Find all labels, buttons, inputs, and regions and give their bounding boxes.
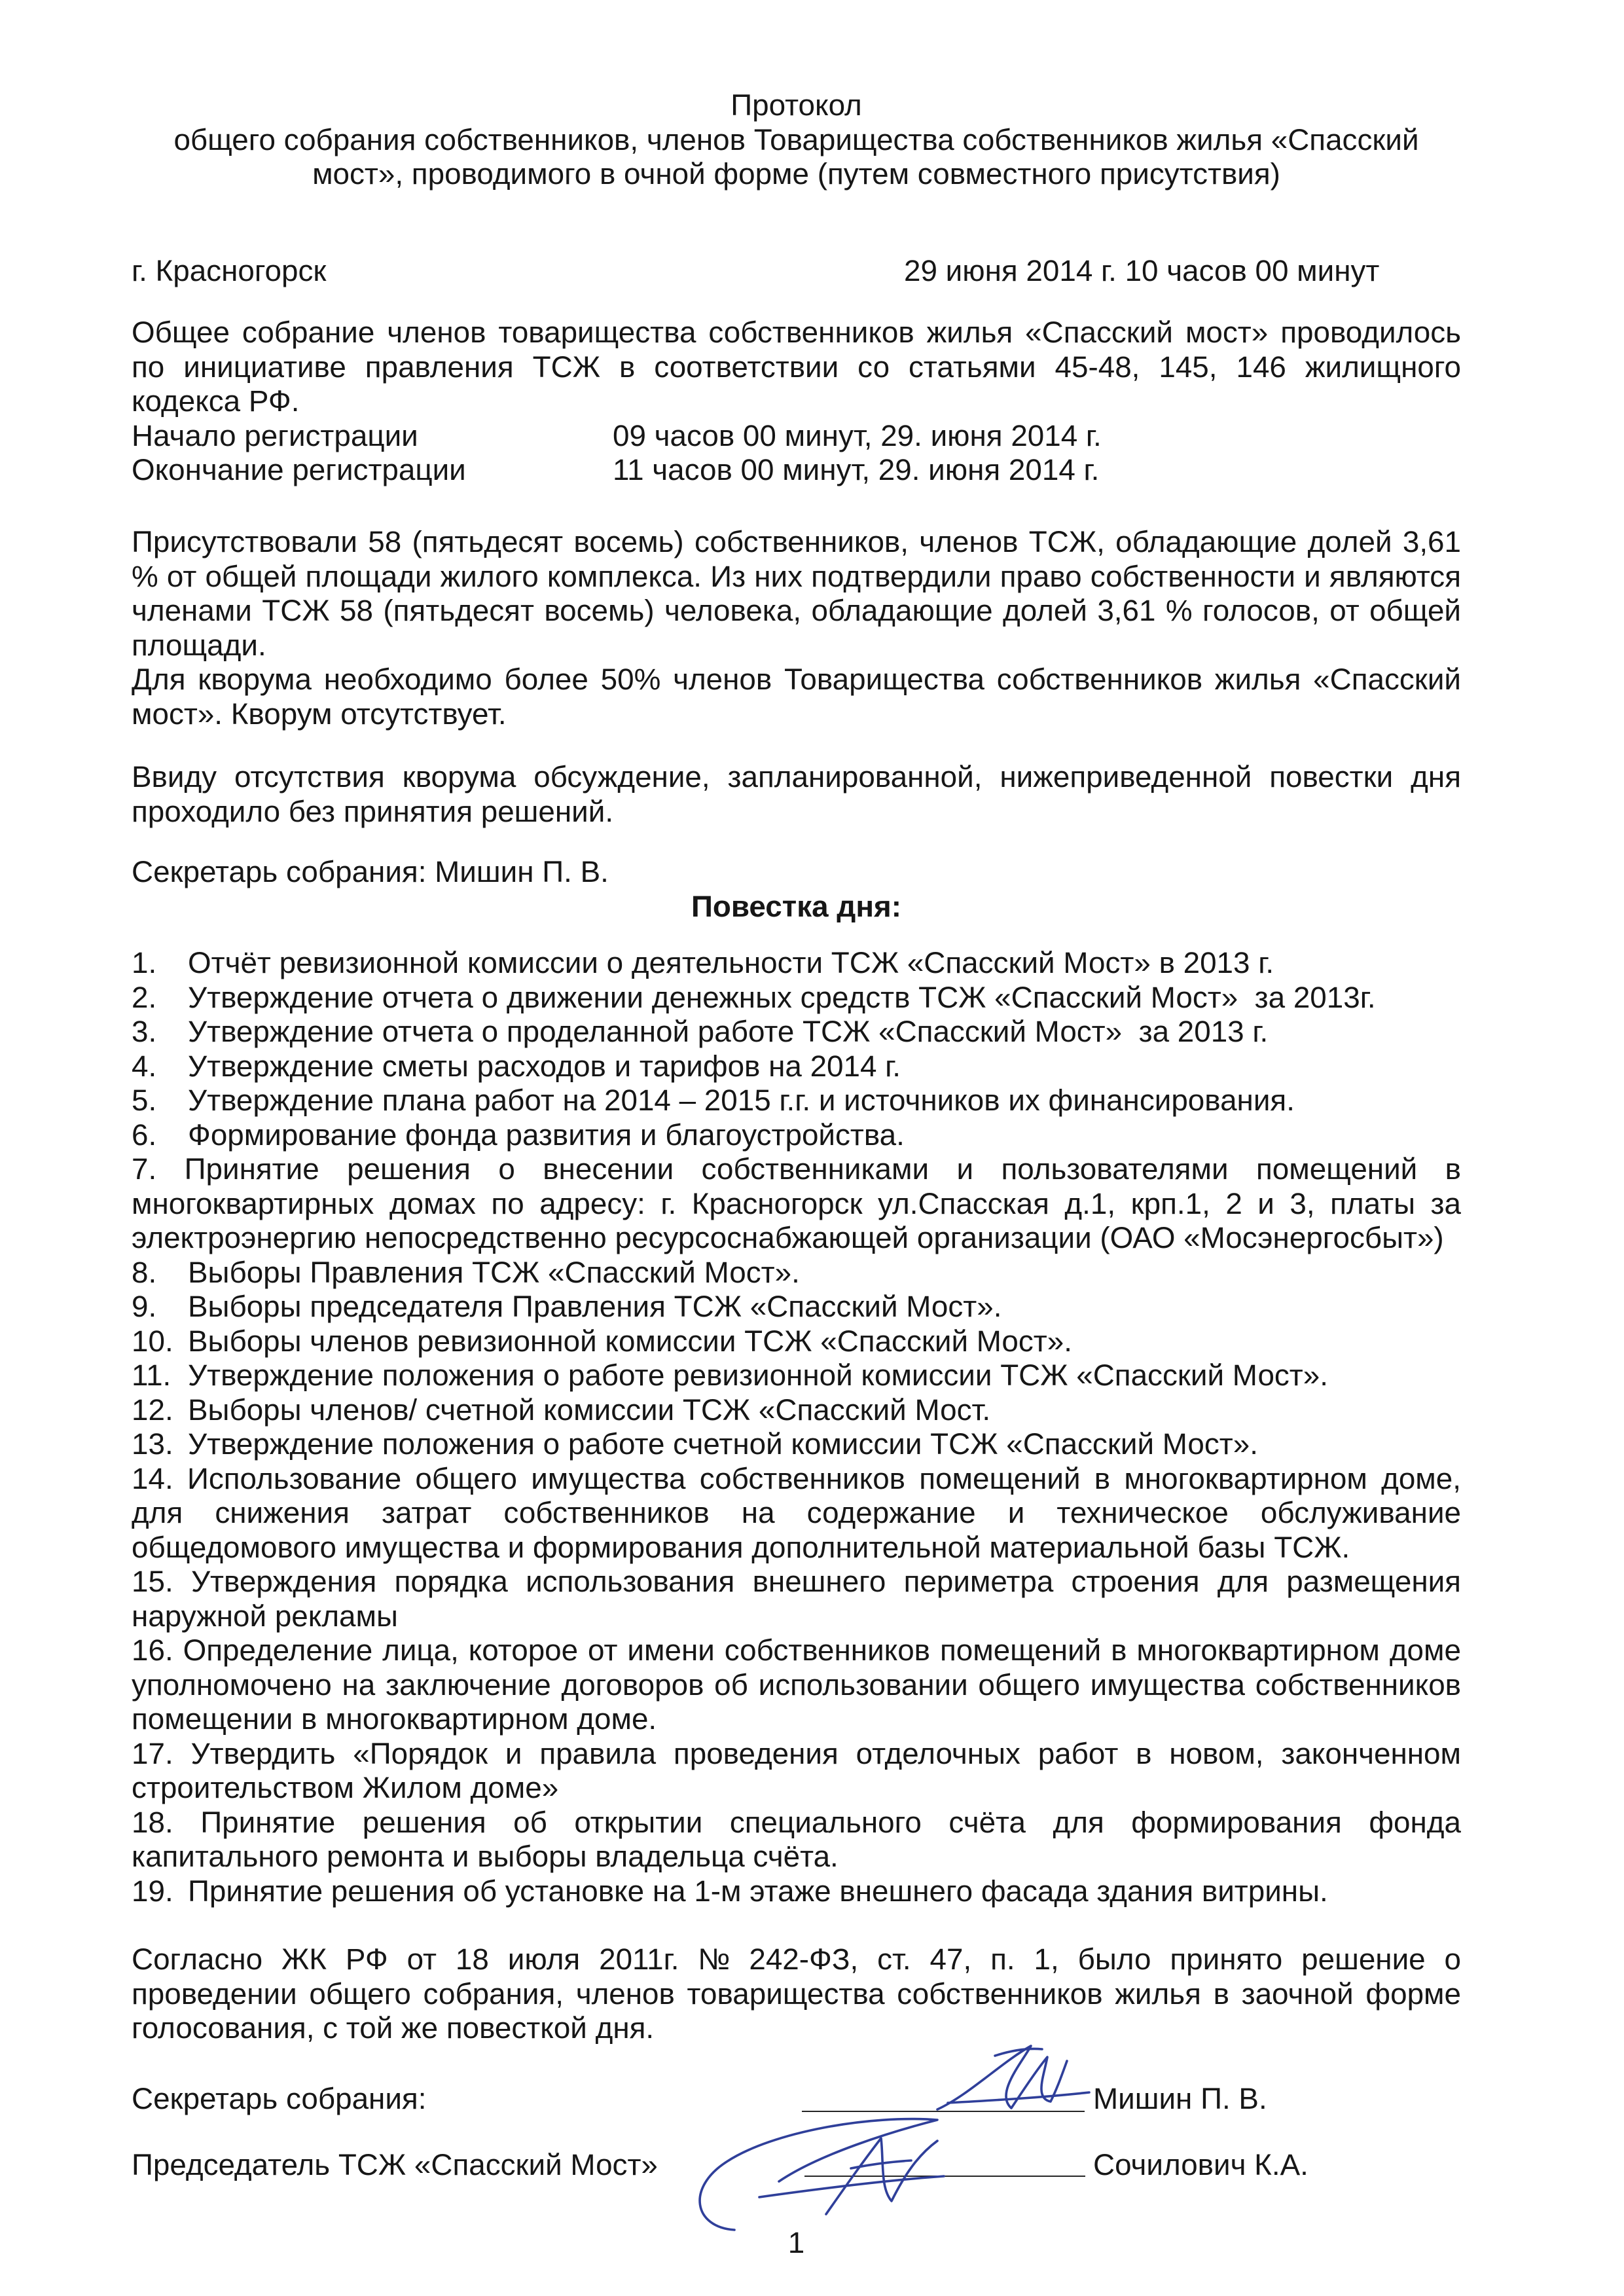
agenda-item [132, 1084, 1461, 1118]
agenda-item: строительством Жилом доме» [132, 1771, 559, 1804]
agenda-item [132, 981, 1461, 1015]
agenda-item: капитального ремонта и выборы владельца счёта. [132, 1840, 839, 1873]
agenda-item [132, 1393, 1461, 1428]
signature-chairman-ink [700, 2119, 944, 2230]
agenda-item-text: Выборы членов/ счетной комиссии ТСЖ «Спасский Мост. [188, 1393, 991, 1427]
signature-name: Мишин П. В. [1093, 2082, 1267, 2115]
agenda-item-number: 9. [132, 1290, 157, 1323]
agenda-item [132, 1462, 1461, 1497]
agenda-list [132, 946, 1461, 1908]
meeting-secretary: Секретарь собрания: Мишин П. В. [132, 855, 609, 888]
agenda-item-number: 6. [132, 1118, 157, 1152]
agenda-item [132, 1015, 1461, 1049]
agenda-item-text: Утверждение плана работ на 2014 – 2015 г.г. и источников их финансирования. [188, 1084, 1295, 1117]
attendance-section [132, 525, 1461, 731]
discussion-paragraph [132, 760, 1461, 829]
agenda-item: общедомового имущества и формирования дополнительной материальной базы ТСЖ. [132, 1530, 1350, 1564]
agenda-item-number: 1. [132, 946, 157, 979]
agenda-item-number: 5. [132, 1084, 157, 1117]
agenda-item [132, 1118, 1461, 1153]
meeting-location: г. Красногорск [132, 254, 327, 287]
agenda-item [132, 1256, 1461, 1290]
title-line: мост», проводимого в очной форме (путем совместного присутствия) [312, 157, 1280, 191]
registration-end-label: Окончание регистрации [132, 453, 466, 486]
agenda-item: электроэнергию непосредственно ресурсоснабжающей организации (ОАО «Мосэнергосбыт») [132, 1221, 1444, 1254]
agenda-item-number: 19. [132, 1874, 173, 1908]
agenda-item [132, 1290, 1461, 1324]
title-line: Протокол [731, 88, 862, 122]
agenda-item [132, 1324, 1461, 1359]
agenda-item [132, 1358, 1461, 1393]
agenda-item: для снижения затрат собственников на содержание и техническое обслуживание [132, 1496, 1461, 1529]
paragraph-line: Общее собрание членов товарищества собственников жилья «Спасский мост» проводилось [132, 316, 1461, 349]
agenda-item-text: Отчёт ревизионной комиссии о деятельности ТСЖ «Спасский Мост» в 2013 г. [188, 946, 1274, 979]
agenda-item-text: Утверждение отчета о проделанной работе ТСЖ «Спасский Мост» за 2013 г. [188, 1015, 1269, 1048]
agenda-item [132, 1427, 1461, 1462]
discussion-section [132, 760, 1461, 829]
agenda-item-text: Утвердить «Порядок и правила проведения отделочных работ в новом, законченном [190, 1736, 1461, 1770]
agenda-item-text: Определение лица, которое от имени собственников помещений в многоквартирном доме [183, 1633, 1461, 1667]
paragraph-line: % от общей площади жилого комплекса. Из них подтвердили право собственности и являются [132, 559, 1461, 593]
title-line: общего собрания собственников, членов Товарищества собственников жилья «Спасский [173, 122, 1419, 156]
agenda-heading: Повестка дня: [691, 889, 902, 923]
signature-role: Председатель ТСЖ «Спасский Мост» [132, 2148, 658, 2181]
agenda-item-text: Использование общего имущества собственников помещений в многоквартирном доме, [187, 1461, 1461, 1495]
document-title [132, 88, 1461, 192]
agenda-item [132, 1565, 1461, 1599]
attendance-paragraph [132, 525, 1461, 663]
paragraph-line: мост». Кворум отсутствует. [132, 697, 507, 731]
paragraph-line: проходило без принятия решений. [132, 794, 614, 828]
signature-secretary-ink [937, 2046, 1089, 2109]
registration-end-value: 11 часов 00 минут, 29. июня 2014 г. [613, 453, 1100, 486]
agenda-item-number: 15. [132, 1565, 173, 1598]
agenda-item-number: 3. [132, 1015, 157, 1048]
agenda-item-text: Утверждения порядка использования внешнего периметра строения для размещения [190, 1565, 1461, 1598]
signature-role: Секретарь собрания: [132, 2082, 427, 2115]
agenda-item [132, 1633, 1461, 1668]
agenda-item-text: Формирование фонда развития и благоустройства. [188, 1118, 905, 1152]
agenda-item-text: Принятие решения об открытии специального счёта для формирования фонда [200, 1805, 1461, 1839]
agenda-item-text: Выборы председателя Правления ТСЖ «Спасский Мост». [188, 1290, 1002, 1323]
agenda-item-number: 10. [132, 1324, 173, 1358]
intro-paragraph [132, 316, 1461, 419]
agenda-item-number: 11. [132, 1358, 171, 1392]
agenda-item: многоквартирных домах по адресу: г. Красногорск ул.Спасская д.1, крп.1, 2 и 3, платы за [132, 1186, 1461, 1220]
paragraph-line: по инициативе правления ТСЖ в соответствии со статьями 45-48, 145, 146 жилищного [132, 350, 1461, 384]
agenda-item-number: 14. [132, 1461, 173, 1495]
agenda-item [132, 1806, 1461, 1840]
agenda-item-number: 12. [132, 1393, 173, 1427]
agenda-item-text: Выборы Правления ТСЖ «Спасский Мост». [188, 1255, 800, 1289]
agenda-item-text: Принятие решения об установке на 1-м этаже внешнего фасада здания витрины. [188, 1874, 1328, 1908]
location-date-line [132, 254, 1461, 289]
paragraph-line: Для кворума необходимо более 50% членов Товарищества собственников жилья «Спасский [132, 663, 1461, 696]
page-number: 1 [787, 2226, 805, 2259]
paragraph-line: Ввиду отсутствия кворума обсуждение, запланированной, нижеприведенной повестки дня [132, 760, 1461, 793]
agenda-item-number: 7. [132, 1152, 157, 1186]
agenda-item: помещении в многоквартирном доме. [132, 1702, 657, 1736]
agenda-item-number: 13. [132, 1427, 173, 1461]
agenda-item [132, 1049, 1461, 1084]
agenda-item-text: Утверждение положения о работе счетной комиссии ТСЖ «Спасский Мост». [188, 1427, 1258, 1461]
agenda-item-text: Утверждение сметы расходов и тарифов на 2014 г. [188, 1049, 901, 1083]
agenda-item-number: 16. [132, 1633, 173, 1667]
registration-start-value: 09 часов 00 минут, 29. июня 2014 г. [613, 418, 1102, 452]
secretary-section [132, 855, 1461, 924]
signature-name: Сочилович К.А. [1093, 2148, 1308, 2181]
agenda-item: уполномочено на заключение договоров об использовании общего имущества собственников [132, 1667, 1461, 1702]
paragraph-line: членами ТСЖ 58 (пятьдесят восемь) человека, обладающие долей 3,61 % голосов, от общей [132, 594, 1461, 627]
agenda-item-number: 2. [132, 980, 157, 1014]
handwritten-signatures [655, 2016, 1113, 2252]
agenda-item [132, 1874, 1461, 1909]
agenda-item [132, 1737, 1461, 1772]
paragraph-line: Присутствовали 58 (пятьдесят восемь) собственников, членов ТСЖ, обладающие долей 3,61 [132, 525, 1461, 558]
registration-end-row [132, 453, 1461, 488]
paragraph-line: проведении общего собрания, членов товарищества собственников жилья в заочной форме [132, 1977, 1461, 2011]
quorum-paragraph [132, 663, 1461, 731]
paragraph-line: голосования, с той же повесткой дня. [132, 2011, 655, 2045]
agenda-item [132, 1152, 1461, 1187]
agenda-item-number: 8. [132, 1255, 157, 1289]
paragraph-line: площади. [132, 628, 266, 662]
paragraph-line: кодекса РФ. [132, 384, 300, 418]
agenda-item-number: 4. [132, 1049, 157, 1083]
registration-start-row [132, 419, 1461, 454]
meeting-datetime: 29 июня 2014 г. 10 часов 00 минут [904, 254, 1380, 287]
agenda-item-text: Утверждение отчета о движении денежных средств ТСЖ «Спасский Мост» за 2013г. [188, 980, 1376, 1014]
agenda-item: наружной рекламы [132, 1599, 398, 1633]
intro-section [132, 316, 1461, 488]
registration-start-label: Начало регистрации [132, 418, 418, 452]
agenda-item [132, 946, 1461, 981]
agenda-item-text: Выборы членов ревизионной комиссии ТСЖ «Спасский Мост». [188, 1324, 1072, 1358]
agenda-item-text: Утверждение положения о работе ревизионной комиссии ТСЖ «Спасский Мост». [188, 1358, 1328, 1392]
agenda-item-text: Принятие решения о внесении собственниками и пользователями помещений в [184, 1152, 1461, 1186]
agenda-item-number: 17. [132, 1736, 173, 1770]
agenda-item-number: 18. [132, 1805, 173, 1839]
paragraph-line: Согласно ЖК РФ от 18 июля 2011г. № 242-ФЗ, ст. 47, п. 1, было принято решение о [132, 1942, 1461, 1976]
